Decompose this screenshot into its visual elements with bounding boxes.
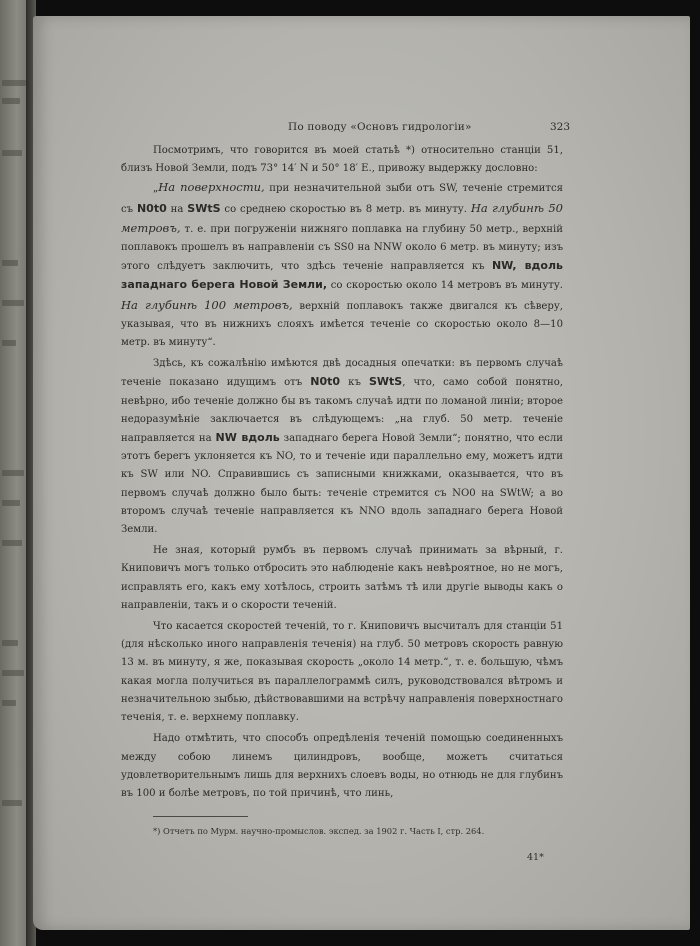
document-page <box>33 16 690 930</box>
text-run: при незначительной зыби отъ SW, теченіе стремится съ <box>121 183 563 215</box>
text-run: со скоростью около 14 метровъ въ минуту. <box>327 280 563 292</box>
text-run: Посмотримъ, что говорится въ моей статьѣ *) относительно станціи 51, близъ Новой Земли, подъ 73° 14′ N и 50° 18′ E., привожу выдержку дословно: <box>121 145 563 175</box>
text-run: „ <box>153 183 159 195</box>
bold-run: NW вдоль <box>215 431 280 445</box>
italic-run: На глубинѣ 50 метровъ, <box>121 200 563 235</box>
text-run: къ <box>340 377 369 389</box>
bold-run: N0t0 <box>136 201 167 215</box>
footnote: *) Отчетъ по Мурм. научно-промыслов. экспед. за 1902 г. Часть I, стр. 264. <box>153 826 485 836</box>
page-body <box>121 142 563 803</box>
text-run: со среднею скоростью въ 8 метр. въ минуту. <box>220 203 471 215</box>
text-run: Здѣсь, къ сожалѣнію имѣются двѣ досадныя опечатки: въ первомъ случаѣ теченіе показано идущимъ отъ <box>121 358 563 389</box>
paragraph <box>121 730 563 803</box>
italic-run: На глубинѣ 100 метровъ, <box>121 297 293 312</box>
paragraph <box>121 618 563 727</box>
italic-run: На поверхности, <box>158 180 265 195</box>
text-run: Не зная, который румбъ въ первомъ случаѣ принимать за вѣрный, г. Книповичъ могъ только отбросить это наблюденіе какъ невѣроятное, но не могъ, исправлять его, какъ ему хотѣлось, строить затѣмъ тѣ или другіе выводы какъ о направленіи, такъ и о скорости теченій. <box>121 545 563 611</box>
footnote-divider <box>153 816 248 817</box>
text-run: , что, само собой понятно, невѣрно, ибо теченіе должно бы въ такомъ случаѣ идти по ломаной линіи; второе недоразумѣніе заключается въ слѣдующемъ: „на глуб. 50 метр. теченіе направляется на <box>121 377 564 445</box>
bold-run: SWtS <box>368 375 403 389</box>
paragraph <box>121 542 563 615</box>
page-number: 323 <box>549 121 570 133</box>
text-run: т. е. при погруженіи нижняго поплавка на глубину 50 метр., верхній поплавокъ прошелъ въ направленіи съ SS0 на NNW около 6 метр. въ минуту; изъ этого слѣдуетъ заключить, что здѣсь теченіе направляется къ <box>121 223 563 273</box>
bold-run: NW, вдоль западнаго берега Новой Земли, <box>121 259 563 292</box>
text-run: Что касается скоростей теченій, то г. Книповичъ высчиталъ для станціи 51 (для нѣсколько иного направленія теченія) на глуб. 50 метровъ скорость равную 13 м. въ минуту, я же, показывая скорость „около 14 метр.“, т. е. большую, чѣмъ какая могла получиться въ параллелограммѣ силъ, руководствовался вѣтромъ и незначительною зыбью, дѣйствовавшими на встрѣчу направленія поверхностнаго теченія, т. е. верхнему поплавку. <box>121 621 563 724</box>
bold-run: SWtS <box>187 201 221 215</box>
bold-run: N0t0 <box>310 375 341 389</box>
printer-signature-mark: 41* <box>527 852 544 863</box>
quoted-paragraph <box>121 178 563 352</box>
paragraph <box>121 142 563 178</box>
paragraph <box>121 355 563 539</box>
running-header: По поводу «Основъ гидрологіи» <box>288 121 472 133</box>
text-run: западнаго берега Новой Земли“; понятно, что если этотъ берегъ уклоняется къ NO, то и теченіе иди параллельно ему, можетъ идти къ SW или NO. Справившись съ записными книжками, оказывается, что въ первомъ случаѣ должно было быть: теченіе стремится съ NO0 на SWtW; а во второмъ случаѣ теченіе направляется къ NNO вдоль западнаго берега Новой Земли. <box>121 433 563 536</box>
text-run: верхній поплавокъ также двигался къ сѣверу, указывая, что въ нижнихъ слояхъ имѣется теченіе со скоростью около 8—10 метр. въ минуту“. <box>121 300 563 349</box>
text-run: на <box>166 203 188 215</box>
text-run: Надо отмѣтить, что способъ опредѣленія теченій помощью соединенныхъ между собою линемъ цилиндровъ, вообще, можетъ считаться удовлетворительнымъ лишь для верхнихъ слоевъ воды, но отнюдь не для глубинъ въ 100 и болѣе метровъ, по той причинѣ, что линь, <box>121 733 563 799</box>
